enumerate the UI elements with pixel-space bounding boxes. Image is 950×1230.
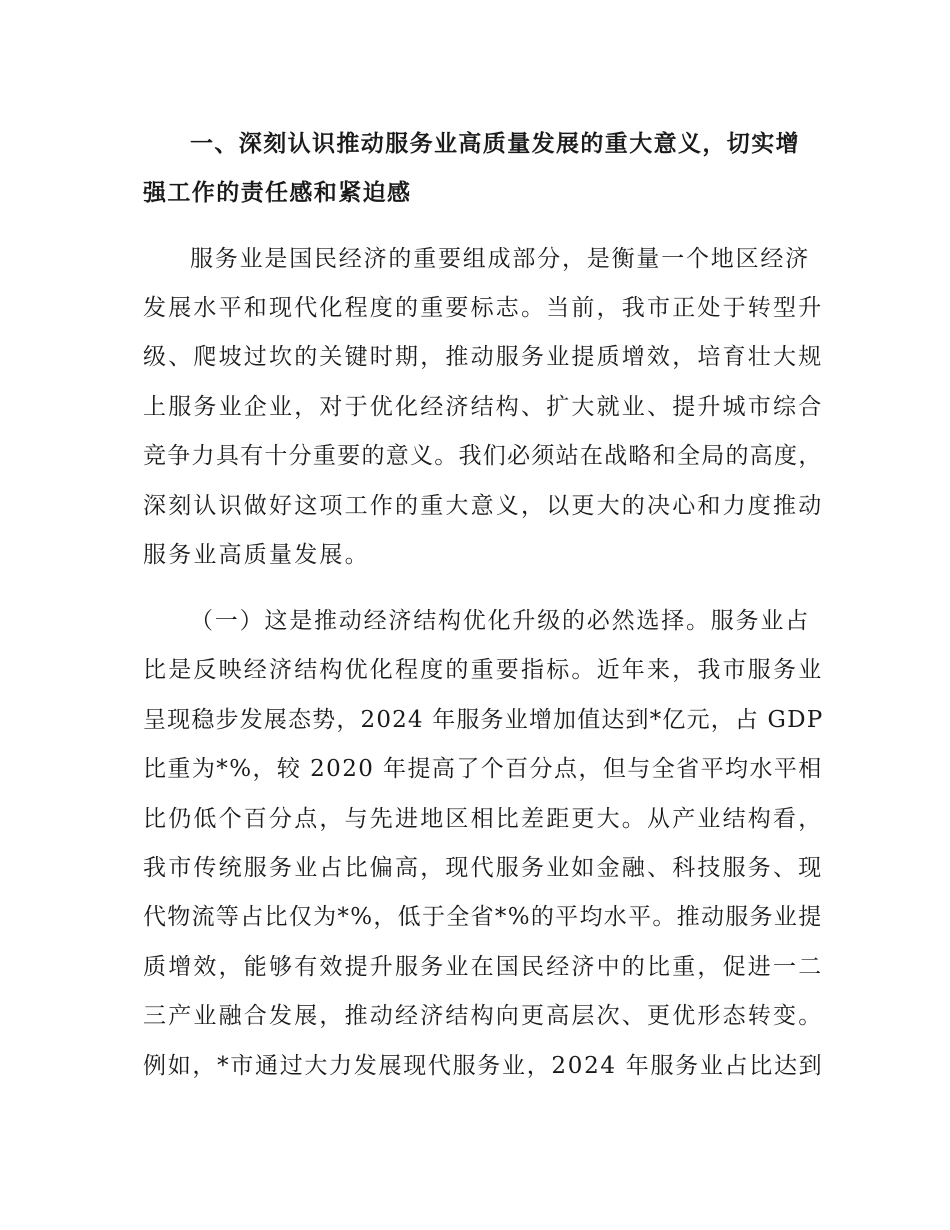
paragraph-2-line: 比重为*%，较 2020 年提高了个百分点，但与全省平均水平相 [143,756,823,782]
paragraph-1-line: 发展水平和现代化程度的重要标志。当前，我市正处于转型升 [143,295,824,321]
paragraph-1-line: 竞争力具有十分重要的意义。我们必须站在战略和全局的高度， [143,443,823,469]
paragraph-1-line: 深刻认识做好这项工作的重大意义，以更大的决心和力度推动 [143,493,824,519]
paragraph-2-line: 呈现稳步发展态势，2024 年服务业增加值达到*亿元，占 GDP [143,707,824,733]
paragraph-2-line: 比是反映经济结构优化程度的重要指标。近年来，我市服务业 [143,657,824,683]
section-heading-line-1: 一、深刻认识推动服务业高质量发展的重大意义，切实增 [190,131,800,157]
paragraph-2-line: 我市传统服务业占比偏高，现代服务业如金融、科技服务、现 [143,855,824,881]
paragraph-2-line: 比仍低个百分点，与先进地区相比差距更大。从产业结构看， [143,806,824,832]
paragraph-1-line: 级、爬坡过坎的关键时期，推动服务业提质增效，培育壮大规 [143,344,824,370]
paragraph-2-line: 质增效，能够有效提升服务业在国民经济中的比重，促进一二 [143,954,824,980]
paragraph-2-line: 代物流等占比仅为*%，低于全省*%的平均水平。推动服务业提 [143,904,823,930]
paragraph-2-line: （一）这是推动经济结构优化升级的必然选择。服务业占 [190,608,810,634]
section-heading-line-2: 强工作的责任感和紧迫感 [143,180,412,206]
paragraph-2-line: 例如，*市通过大力发展现代服务业，2024 年服务业占比达到 [143,1053,824,1079]
paragraph-1-line: 服务业是国民经济的重要组成部分，是衡量一个地区经济 [190,246,810,272]
paragraph-2-line: 三产业融合发展，推动经济结构向更高层次、更优形态转变。 [143,1003,824,1029]
paragraph-1-line: 服务业高质量发展。 [143,542,370,568]
paragraph-1-line: 上服务业企业，对于优化经济结构、扩大就业、提升城市综合 [143,394,824,420]
